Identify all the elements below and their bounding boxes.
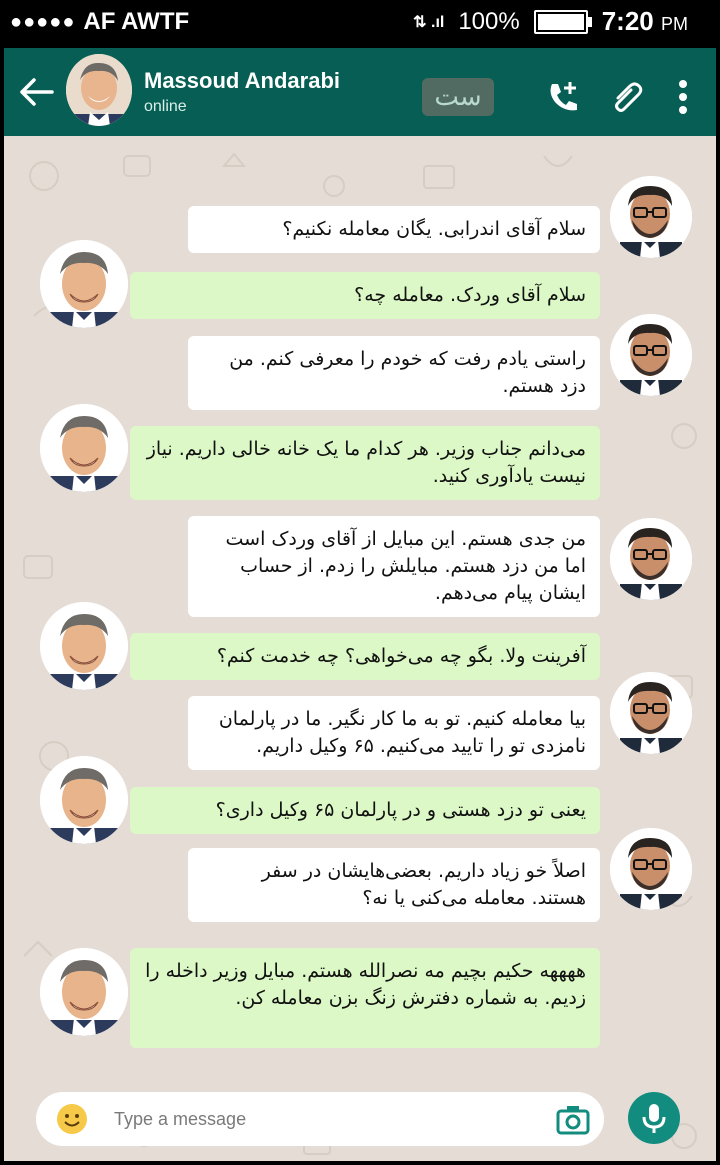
- message-input[interactable]: Type a message: [114, 1109, 247, 1129]
- watermark-logo: ست: [422, 78, 494, 116]
- sender-avatar[interactable]: [610, 518, 692, 600]
- arrow-left-icon[interactable]: [16, 72, 56, 112]
- sender-avatar[interactable]: [610, 672, 692, 754]
- outgoing-message[interactable]: می‌دانم جناب وزیر. هر کدام ما یک خانه خالی داریم. نیاز نیست یادآوری کنید.: [130, 426, 600, 500]
- incoming-message[interactable]: من جدی هستم. این مبایل از آقای وردک است اما من دزد هستم. مبایلش را زدم. از حساب ایشان پیام می‌دهم.: [188, 516, 600, 617]
- send-voice-button[interactable]: [628, 1092, 680, 1144]
- clock: 7:20 PM: [601, 6, 688, 36]
- emoji-icon[interactable]: [56, 1103, 88, 1135]
- recipient-avatar[interactable]: [40, 602, 128, 690]
- incoming-message[interactable]: راستی یادم رفت که خودم را معرفی کنم. من دزد هستم.: [188, 336, 600, 410]
- battery-fill: [538, 14, 584, 30]
- outgoing-message[interactable]: ههههه حکیم بچیم مه نصرالله هستم. مبایل وزیر داخله را زدیم. به شماره دفترش زنگ بزن معامله کن.: [130, 948, 600, 1048]
- recipient-avatar[interactable]: [40, 240, 128, 328]
- contact-avatar[interactable]: [66, 54, 132, 126]
- message-composer[interactable]: [36, 1092, 604, 1146]
- microphone-icon: [640, 1102, 668, 1134]
- outgoing-message[interactable]: یعنی تو دزد هستی و در پارلمان ۶۵ وکیل داری؟: [130, 787, 600, 834]
- contact-name[interactable]: Massoud Andarabi: [144, 68, 340, 93]
- recipient-avatar[interactable]: [40, 948, 128, 1036]
- camera-icon[interactable]: [556, 1103, 590, 1135]
- outgoing-message[interactable]: سلام آقای وردک. معامله چه؟: [130, 272, 600, 319]
- network-indicator: ⇅ .ıl: [413, 13, 445, 31]
- incoming-message[interactable]: بیا معامله کنیم. تو به ما کار نگیر. ما در پارلمان نامزدی تو را تایید می‌کنیم. ۶۵ وکیل داریم.: [188, 696, 600, 770]
- signal-strength: ●●●●●: [10, 10, 76, 33]
- sender-avatar[interactable]: [610, 314, 692, 396]
- carrier-name: AF AWTF: [83, 8, 190, 35]
- recipient-avatar[interactable]: [40, 756, 128, 844]
- battery-percent: 100%: [458, 7, 520, 35]
- incoming-message[interactable]: سلام آقای اندرابی. یگان معامله نکنیم؟: [188, 206, 600, 253]
- recipient-avatar[interactable]: [40, 404, 128, 492]
- frame-border: [0, 1161, 720, 1165]
- incoming-message[interactable]: اصلاً خو زیاد داریم. بعضی‌هایشان در سفر هستند. معامله می‌کنی یا نه؟: [188, 848, 600, 922]
- sender-avatar[interactable]: [610, 176, 692, 258]
- sender-avatar[interactable]: [610, 828, 692, 910]
- battery-icon: [534, 10, 588, 34]
- message-list[interactable]: [4, 136, 716, 1161]
- presence-status: online: [144, 98, 187, 115]
- more-vertical-icon[interactable]: [664, 78, 702, 116]
- status-bar: [0, 0, 720, 48]
- outgoing-message[interactable]: آفرینت ولا. بگو چه می‌خواهی؟ چه خدمت کنم؟: [130, 633, 600, 680]
- add-call-icon[interactable]: [544, 78, 582, 116]
- chat-header: [4, 48, 716, 136]
- paperclip-icon[interactable]: [608, 78, 646, 116]
